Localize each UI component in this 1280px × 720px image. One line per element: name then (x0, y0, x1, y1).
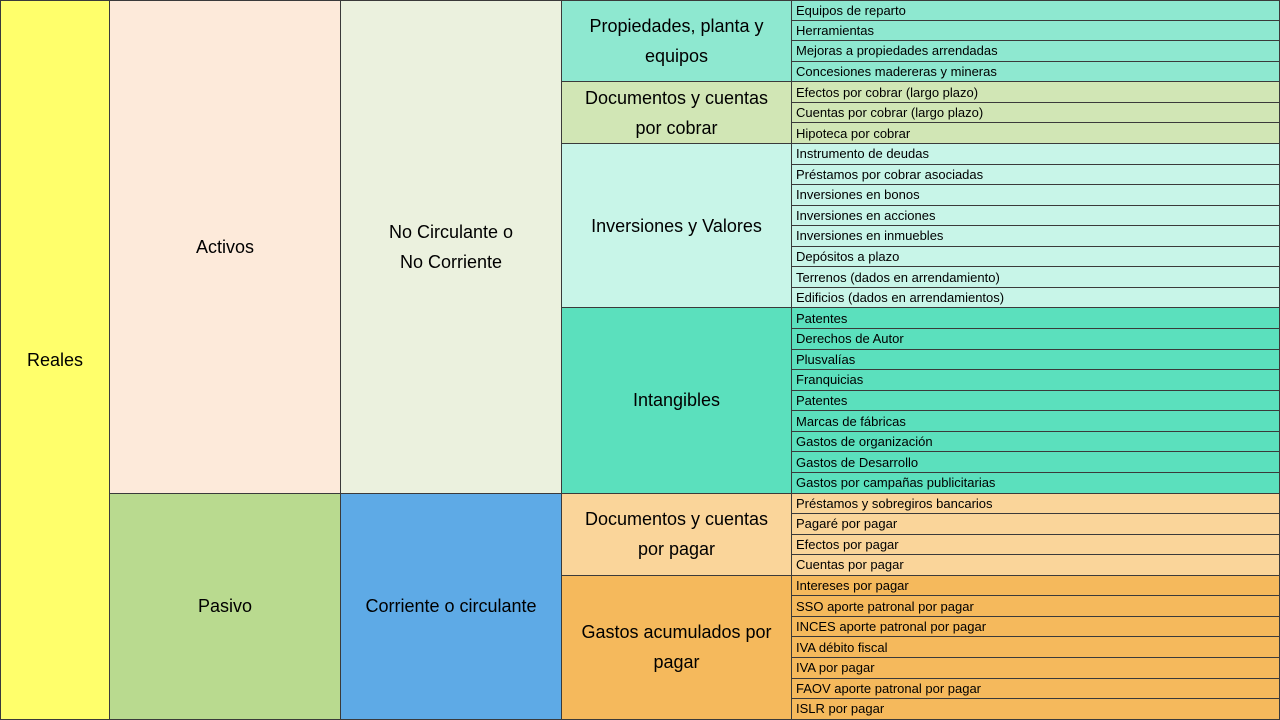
no-circulante-line2: No Corriente (399, 251, 503, 272)
corriente-label: Corriente o circulante (365, 596, 537, 617)
propiedades-line2: equipos (644, 46, 709, 67)
cell-group-propiedades (562, 0, 792, 82)
item-row: Patentes (792, 308, 1280, 329)
item-row: Préstamos por cobrar asociadas (792, 165, 1280, 186)
activos-label: Activos (195, 236, 255, 257)
documentos-cobrar-line2: por cobrar (635, 117, 718, 138)
cell-group-inversiones (562, 144, 792, 309)
cell-group-intangibles (562, 308, 792, 493)
item-row: Gastos por campañas publicitarias (792, 473, 1280, 494)
item-row: Hipoteca por cobrar (792, 123, 1280, 144)
item-row: SSO aporte patronal por pagar (792, 596, 1280, 617)
gastos-acumulados-line2: pagar (653, 652, 700, 673)
item-row: Edificios (dados en arrendamientos) (792, 288, 1280, 309)
item-row: Herramientas (792, 21, 1280, 42)
item-row: Préstamos y sobregiros bancarios (792, 494, 1280, 515)
item-row: Derechos de Autor (792, 329, 1280, 350)
item-row: IVA débito fiscal (792, 637, 1280, 658)
cell-corriente (341, 494, 562, 720)
cell-group-documentos-pagar (562, 494, 792, 576)
item-row: Gastos de Desarrollo (792, 452, 1280, 473)
reales-label: Reales (26, 349, 84, 370)
cell-group-gastos-acumulados (562, 576, 792, 720)
item-row: Inversiones en inmuebles (792, 226, 1280, 247)
item-row: Efectos por cobrar (largo plazo) (792, 82, 1280, 103)
cell-reales (0, 0, 110, 720)
item-row: Mejoras a propiedades arrendadas (792, 41, 1280, 62)
item-row: Franquicias (792, 370, 1280, 391)
item-row: Cuentas por pagar (792, 555, 1280, 576)
item-row: Depósitos a plazo (792, 247, 1280, 268)
cell-activos (110, 0, 341, 494)
propiedades-line1: Propiedades, planta y (589, 16, 764, 37)
item-row: Equipos de reparto (792, 0, 1280, 21)
item-row: Instrumento de deudas (792, 144, 1280, 165)
item-row: Intereses por pagar (792, 576, 1280, 597)
inversiones-label: Inversiones y Valores (591, 215, 762, 236)
no-circulante-line1: No Circulante o (388, 221, 514, 242)
item-row: Inversiones en acciones (792, 206, 1280, 227)
cell-pasivo (110, 494, 341, 720)
gastos-acumulados-line1: Gastos acumulados por (581, 622, 772, 643)
cell-no-circulante (341, 0, 562, 494)
item-row: Pagaré por pagar (792, 514, 1280, 535)
item-row: Cuentas por cobrar (largo plazo) (792, 103, 1280, 124)
item-row: Plusvalías (792, 350, 1280, 371)
item-row: Inversiones en bonos (792, 185, 1280, 206)
cell-group-documentos-cobrar (562, 82, 792, 144)
item-row: FAOV aporte patronal por pagar (792, 679, 1280, 700)
intangibles-label: Intangibles (632, 390, 721, 411)
item-row: Terrenos (dados en arrendamiento) (792, 267, 1280, 288)
item-row: ISLR por pagar (792, 699, 1280, 720)
item-row: Concesiones madereras y mineras (792, 62, 1280, 83)
item-row: Marcas de fábricas (792, 411, 1280, 432)
item-row: INCES aporte patronal por pagar (792, 617, 1280, 638)
documentos-pagar-line2: por pagar (637, 539, 716, 560)
item-row: IVA por pagar (792, 658, 1280, 679)
item-row: Gastos de organización (792, 432, 1280, 453)
documentos-pagar-line1: Documentos y cuentas (584, 509, 769, 530)
pasivo-label: Pasivo (197, 596, 253, 617)
item-row: Efectos por pagar (792, 535, 1280, 556)
item-row: Patentes (792, 391, 1280, 412)
documentos-cobrar-line1: Documentos y cuentas (584, 87, 769, 108)
